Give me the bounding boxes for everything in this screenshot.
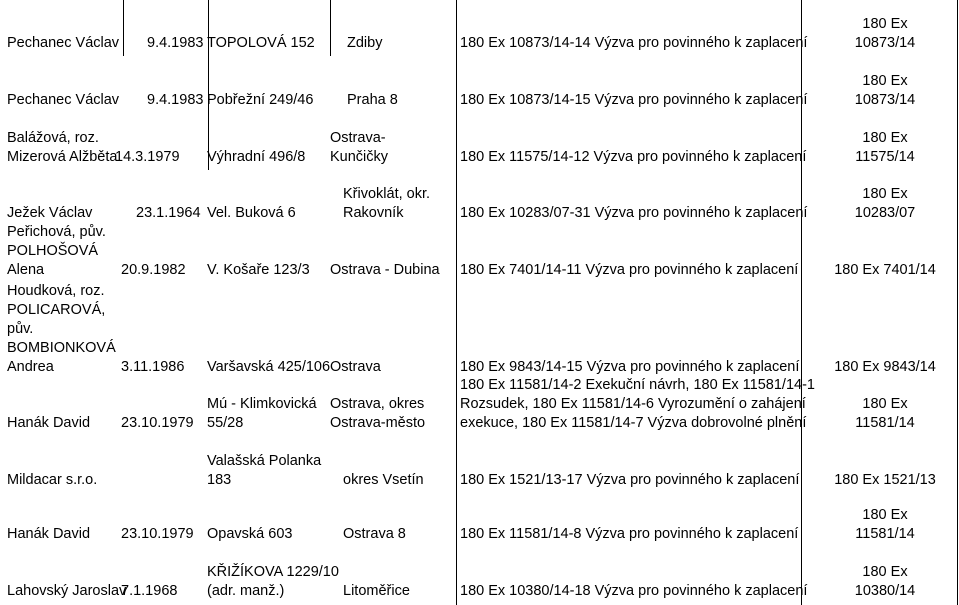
cell-text-line: 180 Ex xyxy=(862,130,908,146)
cell-text-line: Pechanec Václav xyxy=(7,92,120,108)
cell-text-line: 9.4.1983 xyxy=(147,92,204,108)
city-cell xyxy=(343,547,410,601)
document-cell xyxy=(460,226,798,280)
case-number-cell xyxy=(815,380,955,433)
city-cell xyxy=(330,380,425,433)
case-number-cell xyxy=(815,56,955,110)
document-cell xyxy=(460,377,815,433)
cell-text-line: Houdková, roz. xyxy=(7,283,105,299)
cell-text-line: Výhradní 496/8 xyxy=(207,149,306,165)
address-cell xyxy=(207,547,339,601)
debtor-name-cell xyxy=(7,226,106,280)
cell-text-line: 23.10.1979 xyxy=(121,526,194,542)
cell-text-line: Lahovský Jaroslav xyxy=(7,583,127,599)
table-column-divider xyxy=(330,0,331,56)
cell-text-line: 180 Ex 1521/13 xyxy=(834,472,936,488)
birth-date-cell xyxy=(121,380,194,433)
debtor-name-cell xyxy=(7,493,90,544)
address-cell xyxy=(207,170,296,223)
address-cell xyxy=(207,283,330,377)
cell-text-line: 10873/14 xyxy=(854,92,916,108)
cell-text-line: Valašská Polanka xyxy=(207,453,322,469)
cell-text-line: Andrea xyxy=(7,359,54,375)
city-cell xyxy=(343,493,406,544)
cell-text-line: Ostrava xyxy=(330,359,381,375)
cell-text-line: POLICAROVÁ, xyxy=(7,302,106,318)
cell-text-line: 180 Ex 7401/14-11 Výzva pro povinného k zaplacení xyxy=(460,262,799,278)
cell-text-line: 20.9.1982 xyxy=(121,262,186,278)
cell-text-line: Ostrava, okres xyxy=(330,396,425,412)
cell-text-line: 180 Ex xyxy=(862,564,908,580)
city-cell xyxy=(347,56,398,110)
city-cell xyxy=(343,436,424,490)
cell-text-line: 11581/14 xyxy=(855,526,915,542)
address-cell xyxy=(207,113,305,167)
cell-text-line: 7.1.1968 xyxy=(121,583,178,599)
table-column-divider xyxy=(456,0,457,605)
cell-text-line: Ježek Václav xyxy=(7,205,93,221)
birth-date-cell xyxy=(121,547,177,601)
cell-text-line: Rakovník xyxy=(343,205,404,221)
cell-text-line: 10873/14 xyxy=(854,35,916,51)
cell-text-line: Alena xyxy=(7,262,45,278)
case-number-cell xyxy=(815,547,955,601)
cell-text-line: 180 Ex xyxy=(862,186,908,202)
cell-text-line: 180 Ex xyxy=(862,507,908,523)
cell-text-line: Praha 8 xyxy=(347,92,398,108)
document-cell xyxy=(460,547,807,601)
cell-text-line: Mildacar s.r.o. xyxy=(7,472,98,488)
cell-text-line: Křivoklát, okr. xyxy=(343,186,431,202)
case-number-cell xyxy=(815,0,955,53)
cell-text-line: Vel. Buková 6 xyxy=(207,205,296,221)
cell-text-line: 180 Ex 10380/14-18 Výzva pro povinného k zaplacení xyxy=(460,583,808,599)
cell-text-line: 180 Ex 7401/14 xyxy=(834,262,936,278)
debtor-name-cell xyxy=(7,436,97,490)
cell-text-line: 10380/14 xyxy=(854,583,916,599)
cell-text-line: 180 Ex 9843/14 xyxy=(834,359,936,375)
address-cell xyxy=(207,380,317,433)
cell-text-line: exekuce, 180 Ex 11581/14-7 Výzva dobrovolné plnění xyxy=(460,415,807,431)
cell-text-line: pův. xyxy=(7,321,34,337)
cell-text-line: Peřichová, pův. xyxy=(7,224,106,240)
cell-text-line: Hanák David xyxy=(7,415,91,431)
cell-text-line: 180 Ex xyxy=(862,73,908,89)
document-cell xyxy=(460,493,798,544)
address-cell xyxy=(207,436,321,490)
birth-date-cell xyxy=(121,283,184,377)
case-number-cell xyxy=(815,436,955,490)
debtor-name-cell xyxy=(7,113,117,167)
table-column-divider xyxy=(123,0,124,56)
cell-text-line: 180 Ex 9843/14-15 Výzva pro povinného k zaplacení xyxy=(460,359,800,375)
cell-text-line: Opavská 603 xyxy=(207,526,293,542)
city-cell xyxy=(347,0,382,53)
document-cell xyxy=(460,283,799,377)
birth-date-cell xyxy=(121,226,186,280)
cell-text-line: BOMBIONKOVÁ xyxy=(7,340,116,356)
case-number-cell xyxy=(815,113,955,167)
cell-text-line: 183 xyxy=(207,472,232,488)
cell-text-line: 9.4.1983 xyxy=(147,35,204,51)
city-cell xyxy=(343,170,430,223)
birth-date-cell xyxy=(147,0,203,53)
cell-text-line: 23.1.1964 xyxy=(136,205,201,221)
birth-date-cell xyxy=(147,56,203,110)
cell-text-line: 180 Ex 11581/14-8 Výzva pro povinného k zaplacení xyxy=(460,526,799,542)
birth-date-cell xyxy=(121,493,194,544)
cell-text-line: okres Vsetín xyxy=(343,472,424,488)
debtor-name-cell xyxy=(7,380,90,433)
cell-text-line: 180 Ex 11575/14-12 Výzva pro povinného k zaplacení xyxy=(460,149,807,165)
document-cell xyxy=(460,170,807,223)
cell-text-line: Ostrava - Dubina xyxy=(330,262,440,278)
debtor-name-cell xyxy=(7,283,116,377)
cell-text-line: KŘIŽÍKOVA 1229/10 xyxy=(207,564,339,580)
cell-text-line: 11575/14 xyxy=(855,149,915,165)
cell-text-line: Ostrava- xyxy=(330,130,386,146)
cell-text-line: 23.10.1979 xyxy=(121,415,194,431)
address-cell xyxy=(207,0,315,53)
document-cell xyxy=(460,113,806,167)
cell-text-line: Pobřežní 249/46 xyxy=(207,92,314,108)
cell-text-line: Zdiby xyxy=(347,35,383,51)
address-cell xyxy=(207,226,310,280)
case-number-cell xyxy=(815,493,955,544)
document-cell xyxy=(460,0,807,53)
cell-text-line: 180 Ex 10873/14-14 Výzva pro povinného k zaplacení xyxy=(460,35,808,51)
debtor-name-cell xyxy=(7,56,119,110)
address-cell xyxy=(207,493,292,544)
cell-text-line: 180 Ex xyxy=(862,396,908,412)
birth-date-cell xyxy=(136,170,201,223)
cell-text-line: 180 Ex 1521/13-17 Výzva pro povinného k zaplacení xyxy=(460,472,800,488)
cell-text-line: Varšavská 425/106 xyxy=(207,359,331,375)
table-column-divider xyxy=(957,0,958,605)
cell-text-line: Kunčičky xyxy=(330,149,389,165)
cell-text-line: (adr. manž.) xyxy=(207,583,285,599)
cell-text-line: Mizerová Alžběta xyxy=(7,149,118,165)
cell-text-line: Litoměřice xyxy=(343,583,410,599)
case-number-cell xyxy=(815,226,955,280)
cell-text-line: 10283/07 xyxy=(854,205,916,221)
cell-text-line: TOPOLOVÁ 152 xyxy=(207,35,315,51)
cell-text-line: Pechanec Václav xyxy=(7,35,120,51)
cell-text-line: 180 Ex 10873/14-15 Výzva pro povinného k zaplacení xyxy=(460,92,808,108)
case-number-cell xyxy=(815,170,955,223)
cell-text-line: V. Košaře 123/3 xyxy=(207,262,310,278)
cell-text-line: 180 Ex 11581/14-2 Exekuční návrh, 180 Ex 11581/14-1 xyxy=(460,377,815,393)
cell-text-line: 14.3.1979 xyxy=(115,149,180,165)
case-number-cell xyxy=(815,283,955,377)
cell-text-line: 55/28 xyxy=(207,415,244,431)
document-cell xyxy=(460,56,807,110)
address-cell xyxy=(207,56,313,110)
cell-text-line: Ostrava 8 xyxy=(343,526,406,542)
cell-text-line: 180 Ex xyxy=(862,16,908,32)
cell-text-line: Hanák David xyxy=(7,526,91,542)
debtor-name-cell xyxy=(7,0,119,53)
cell-text-line: 11581/14 xyxy=(855,415,915,431)
cell-text-line: 3.11.1986 xyxy=(121,359,185,375)
city-cell xyxy=(330,113,388,167)
debtor-name-cell xyxy=(7,547,126,601)
debtor-name-cell xyxy=(7,170,92,223)
cell-text-line: Rozsudek, 180 Ex 11581/14-6 Vyrozumění o zahájení xyxy=(460,396,806,412)
cell-text-line: Ostrava-město xyxy=(330,415,426,431)
cell-text-line: 180 Ex 10283/07-31 Výzva pro povinného k zaplacení xyxy=(460,205,808,221)
city-cell xyxy=(330,283,381,377)
cell-text-line: Balážová, roz. xyxy=(7,130,99,146)
birth-date-cell xyxy=(115,113,180,167)
cell-text-line: Mú - Klimkovická xyxy=(207,396,317,412)
city-cell xyxy=(330,226,440,280)
cell-text-line: POLHOŠOVÁ xyxy=(7,243,99,259)
document-cell xyxy=(460,436,799,490)
